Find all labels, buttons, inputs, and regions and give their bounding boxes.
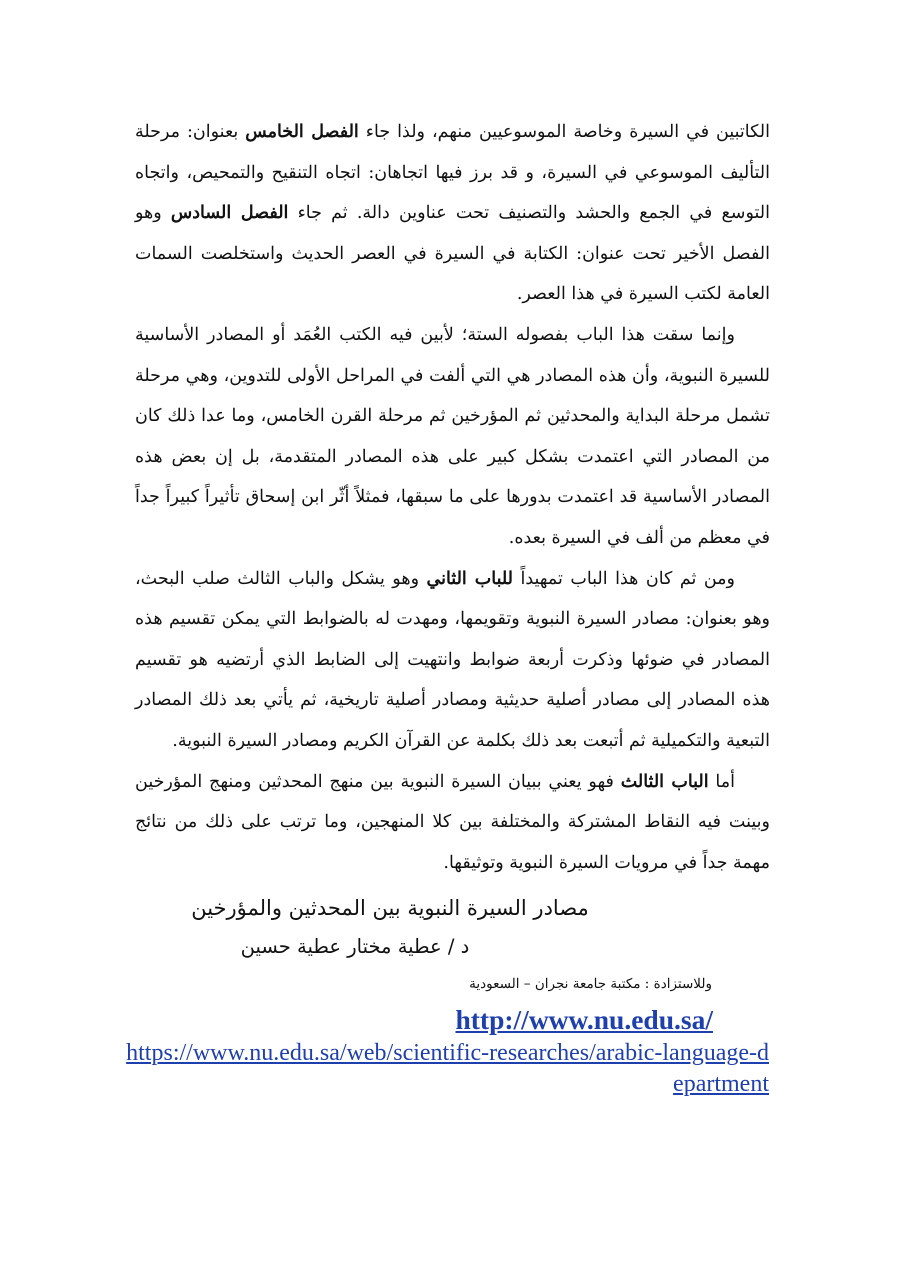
bold-heading-ref: الفصل السادس (170, 203, 289, 224)
body-paragraph (135, 762, 770, 884)
paragraph-text: بعنوان: مرحلة التأليف الموسوعي في السيرة، و قد برز فيها اتجاهان: اتجاه التنقيح والتمحيص، واتجاه التوسع في الجمع والحشد والتصنيف تحت عناوين دالة. ثم جاء (135, 122, 770, 224)
more-info-note: وللاستزادة : مكتبة جامعة نجران – السعودية (469, 976, 712, 992)
bold-heading-ref: للباب الثاني (426, 568, 513, 589)
website-link[interactable]: http://www.nu.edu.sa/ (455, 1004, 713, 1035)
book-title: مصادر السيرة النبوية بين المحدثين والمؤرخين (191, 896, 589, 920)
body-paragraph (135, 559, 770, 762)
paragraph-text: وهو يشكل والباب الثالث صلب البحث، وهو بعنوان: مصادر السيرة النبوية وتقويمها، ومهدت له بالضوابط التي يمكن تقسيم هذه المصادر في ضوئها وذكرت أربعة ضوابط وانتهيت إلى الضابط الذي أرتضيه هو تقسيم هذه المصادر إلى مصادر أصلية حديثية ومصادر أصلية تاريخية، ثم يأتي بعد ذلك المصادر التبعية والتكميلية ثم أتبعت بعد ذلك بكلمة عن القرآن الكريم ومصادر السيرة النبوية. (135, 568, 770, 751)
paragraph-text: ومن ثم كان هذا الباب تمهيداً (513, 568, 735, 589)
bold-heading-ref: الباب الثالث (620, 771, 709, 792)
paragraph-text: فهو يعني ببيان السيرة النبوية بين منهج المحدثين ومنهج المؤرخين وبينت فيه النقاط المشتركة والمختلفة بين كلا المنهجين، وما ترتب على ذلك من نتائج مهمة جداً في مرويات السيرة النبوية وتوثيقها. (135, 771, 770, 873)
paragraph-text: أما (708, 771, 735, 792)
department-link[interactable]: https://www.nu.edu.sa/web/scientific-researches/arabic-language-department (126, 1040, 769, 1097)
paragraph-text: الكاتبين في السيرة وخاصة الموسوعيين منهم، ولذا جاء (358, 122, 770, 142)
paragraph-text: وإنما سقت هذا الباب بفصوله الستة؛ لأبين فيه الكتب العُمَد أو المصادر الأساسية للسيرة النبوية، وأن هذه المصادر هي التي ألفت في المراحل الأولى للتدوين، وهي مرحلة تشمل مرحلة البداية والمحدثين ثم المؤرخين ثم مرحلة القرن الخامس، وما عدا ذلك كان من المصادر التي اعتمدت بشكل كبير على هذه المصادر المتقدمة، بل إن بعض هذه المصادر الأساسية قد اعتمدت بدورها على ما سبقها، فمثلاً أثّر ابن إسحاق تأثيراً كبيراً جداً في معظم من ألف في السيرة بعده. (135, 324, 770, 548)
bold-heading-ref: الفصل الخامس (245, 122, 359, 142)
body-text (135, 112, 770, 883)
body-paragraph (135, 112, 770, 315)
author-line: د / عطية مختار عطية حسين (240, 935, 470, 958)
body-paragraph (135, 315, 770, 559)
paragraph-text: وهو الفصل الأخير تحت عنوان: الكتابة في السيرة في العصر الحديث واستخلصت السمات العامة لكتب السيرة في هذا العصر. (135, 203, 770, 305)
